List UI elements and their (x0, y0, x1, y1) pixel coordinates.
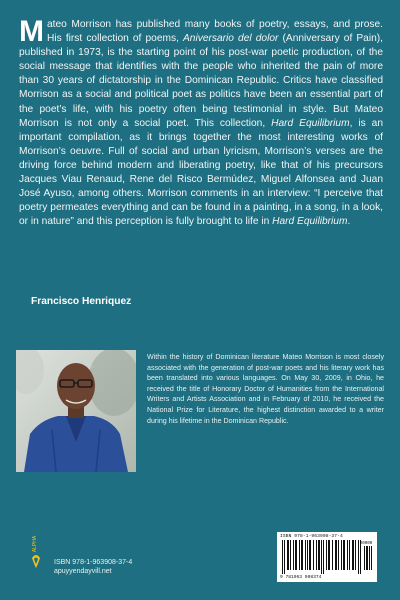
barcode-price-code: 90000 (359, 542, 373, 546)
blurb-part-4: . (347, 216, 351, 228)
book-title-hard-equilibrium-2: Hard Equilibrium (272, 216, 348, 228)
blurb-text (19, 15, 384, 229)
publisher-logo-text: ALPHA (32, 535, 38, 553)
barcode-isbn: ISBN 978-1-963908-37-4 (280, 534, 343, 539)
author-bio: Within the history of Dominican literature Mateo Morrison is most closely associated with the generation of post-war poets and his literary work has been translated into various languages. On May 30, 2009, in Ohio, he received the title of Honorary Doctor of Humanities from the International Writers and Artists Association and in February of 2010, he received the National Prize for Literature, the highest distinction awarded to a writer during his lifetime in the Dominican Republic. (147, 353, 384, 425)
barcode-icon (280, 540, 374, 574)
publisher-website: apuyyendayvill.net (54, 568, 112, 575)
publisher-logo-mark (26, 526, 46, 570)
drop-cap: M (19, 15, 44, 48)
barcode-digits: 9 781963 908374 (280, 575, 322, 580)
book-title-hard-equilibrium: Hard Equilibrium (271, 117, 350, 129)
publisher-isbn: ISBN 978-1-963908-37-4 (54, 559, 133, 566)
blurb-part-1: ateo Morrison has published many books of poetry, essays, and prose. His first collection of poems, (47, 19, 383, 45)
author-photo (16, 350, 136, 472)
publisher-logo (26, 526, 46, 570)
blurb-part-2: (Anniversary of Pain), published in 1973, is the starting point of his post-war poetic production, of the social message that identifies with the people who inherited the pain of more than 30 years of dictatorship in the Dominican Republic. Critics have classified Morrison as a social and political poet as politics have been an essential part of the poet’s life, with his poetry often being testimonial in style. But Mateo Morrison is not only a social poet. This collection, (19, 33, 383, 129)
book-title-aniversario: Aniversario del dolor (183, 33, 279, 45)
signature: Francisco Henriquez (31, 296, 132, 307)
barcode-label (277, 532, 377, 582)
publisher-info (54, 558, 132, 576)
author-photo-illustration (16, 350, 136, 472)
blurb-part-3: , is an important compilation, as it brings together the most interesting works of Morrison’s oeuvre. Full of social and urban lyricism, Morrison’s verses are the driving force behind modern and liberating poetry, like that of his precursors Jacques Viau Renaud, Rene del Risco Bermúdez, Miguel Alfonsea and Juan José Ayuso, among others. Morrison comments in an interview: “I perceive that poetry permeates everything and can be found in a painting, in a song, in a look, or in nature” and this perception is fully brought to life in (19, 117, 384, 228)
